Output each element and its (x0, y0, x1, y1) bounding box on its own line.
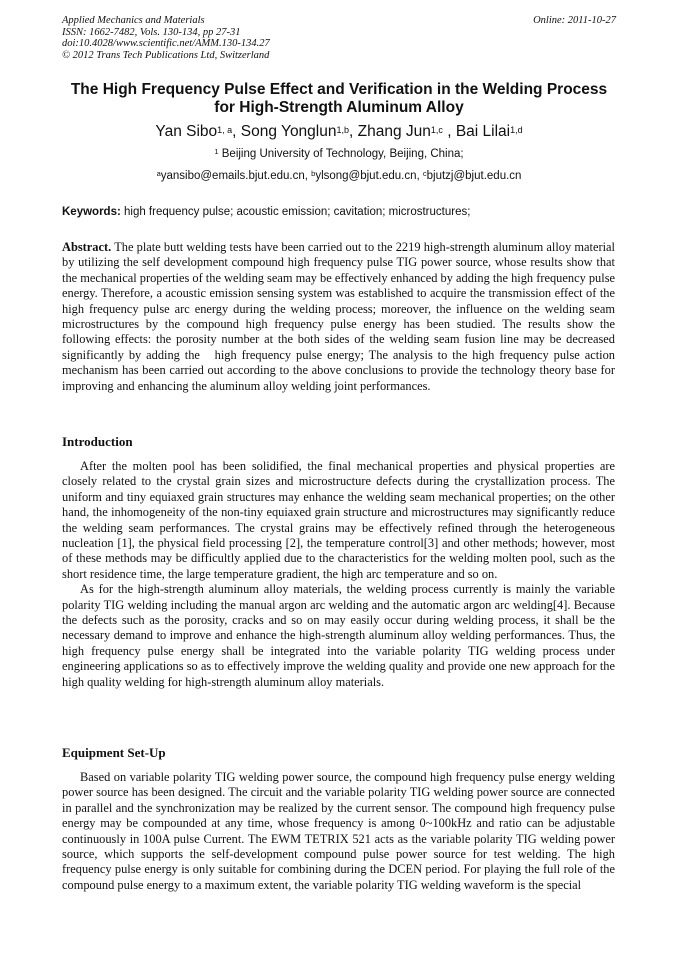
email-address[interactable]: bjutzj@bjut.edu.cn (426, 170, 522, 182)
section-heading-introduction: Introduction (62, 434, 133, 449)
abstract (62, 240, 619, 394)
doi-line: doi:10.4028/www.scientific.net/AMM.130-134.27 (62, 38, 270, 49)
equipment-body (62, 770, 615, 893)
title-line-1: The High Frequency Pulse Effect and Verification in the Welding Process (70, 81, 608, 98)
affiliation-sup: 1 (214, 147, 219, 156)
copyright-line: © 2012 Trans Tech Publications Ltd, Switzerland (62, 49, 270, 61)
author-name: Yan Sibo (155, 123, 218, 140)
keywords-text: high frequency pulse; acoustic emission; cavitation; microstructures; (120, 206, 471, 218)
section-heading-equipment: Equipment Set-Up (62, 745, 166, 760)
introduction-body (62, 459, 615, 690)
paragraph: Based on variable polarity TIG welding power source, the compound high frequency pulse energy welding power source has been designed. The circuit and the variable polarity TIG welding power source are connected in parallel and the synchronization may be realized by the current sensor. The compound high frequency pulse energy may be compounded at any time, whose frequency is among 0~100kHz and ratio can be adjustable continuously in 100A pulse Current. The EWM TETRIX 521 acts as the variable polarity TIG welding power source, which supports the self-development compound pulse power source for test welding. The high frequency pulse energy is only suitable for combining during the DCEN period. For playing the full role of the compound pulse energy to a maximum extent, the variable polarity TIG welding waveform is the special (62, 770, 615, 892)
author-separator: , (232, 123, 241, 140)
email-sup: a (156, 169, 161, 178)
email-address[interactable]: yansibo@emails.bjut.edu.cn, (160, 170, 312, 182)
abstract-label: Abstract. (62, 240, 112, 254)
keywords-label: Keywords: (62, 206, 121, 218)
email-list (0, 170, 678, 182)
author-sup: 1,b (336, 125, 349, 135)
journal-name: Applied Mechanics and Materials (62, 15, 205, 26)
email-address[interactable]: ylsong@bjut.edu.cn, (315, 170, 423, 182)
abstract-text: The plate butt welding tests have been carried out to the 2219 high-strength aluminum alloy material by utilizing the self development compound high frequency pulse TIG power source, whose results show that the mechanical properties of the welding seam may be effectively enhanced by adding the high frequency pulse energy. Therefore, a acoustic emission sensing system was established to acquire the transmission effect of the high frequency pulse arc energy during the welding process; moreover, the influence on the welding seam microstructures by the compound high frequency pulse energy has been studied. The results show the following effects: the porosity number at the both sides of the welding seam fusion line may be decreased significantly by adding the high frequency pulse energy; The analysis to the high frequency pulse action mechanism has been carried out according to the above conclusions to provide the technology theory base for improving and enhancing the aluminum alloy welding joint performances. (62, 240, 619, 393)
title-line-2: for High-Strength Aluminum Alloy (214, 99, 464, 116)
paragraph: As for the high-strength aluminum alloy materials, the welding process currently is mainly the variable polarity TIG welding including the manual argon arc welding and the automatic argon arc welding[4]. Because the defects such as the porosity, cracks and so on may easily occur during welding process, it shall be the necessary demand to improve and enhance the high-strength aluminum alloy welding performances. Thus, the high frequency pulse energy shall be integrated into the variable polarity TIG welding process under engineering applications so as to effectively improve the welding quality and provide one new approach for the high quality welding for high-strength aluminum alloy materials. (62, 582, 615, 689)
email-sup: b (311, 169, 316, 178)
author-sup: 1,c (430, 125, 443, 135)
affiliation (0, 148, 678, 160)
online-date: Online: 2011-10-27 (533, 15, 616, 26)
author-name: Bai Lilai (455, 123, 511, 140)
paper-title (40, 81, 638, 117)
author-list (0, 122, 678, 142)
affiliation-text: Beijing University of Technology, Beijing, China; (218, 148, 464, 160)
journal-header (62, 15, 616, 61)
author-sup: 1,d (510, 125, 523, 135)
issn-line: ISSN: 1662-7482, Vols. 130-134, pp 27-31 (62, 26, 241, 38)
paragraph: After the molten pool has been solidified, the final mechanical properties and physical properties are closely related to the crystal grain sizes and microstructure defects during the crystallization process. The uniform and tiny equiaxed grain structures may enhance the welding seam mechanical properties; on the other hand, the inhomogeneity of the non-tiny equiaxed grain structure and microstructures may significantly reduce the welding seam performances. The crystal grains may be effectively refined through the heterogeneous nucleation [1], the physical field processing [2], the temperature control[3] and other methods; however, most of these methods may be difficultly applied due to the characteristics for the welding molten pool, such as the short residence time, the large temperature gradient, the high arc temperature and so on. (62, 459, 615, 581)
author-name: Zhang Jun (357, 123, 431, 140)
author-separator: , (349, 123, 358, 140)
keywords (62, 206, 622, 218)
email-sup: c (422, 169, 427, 178)
author-name: Song Yonglun (240, 123, 337, 140)
author-separator: , (442, 123, 456, 140)
author-sup: 1, a (217, 125, 233, 135)
